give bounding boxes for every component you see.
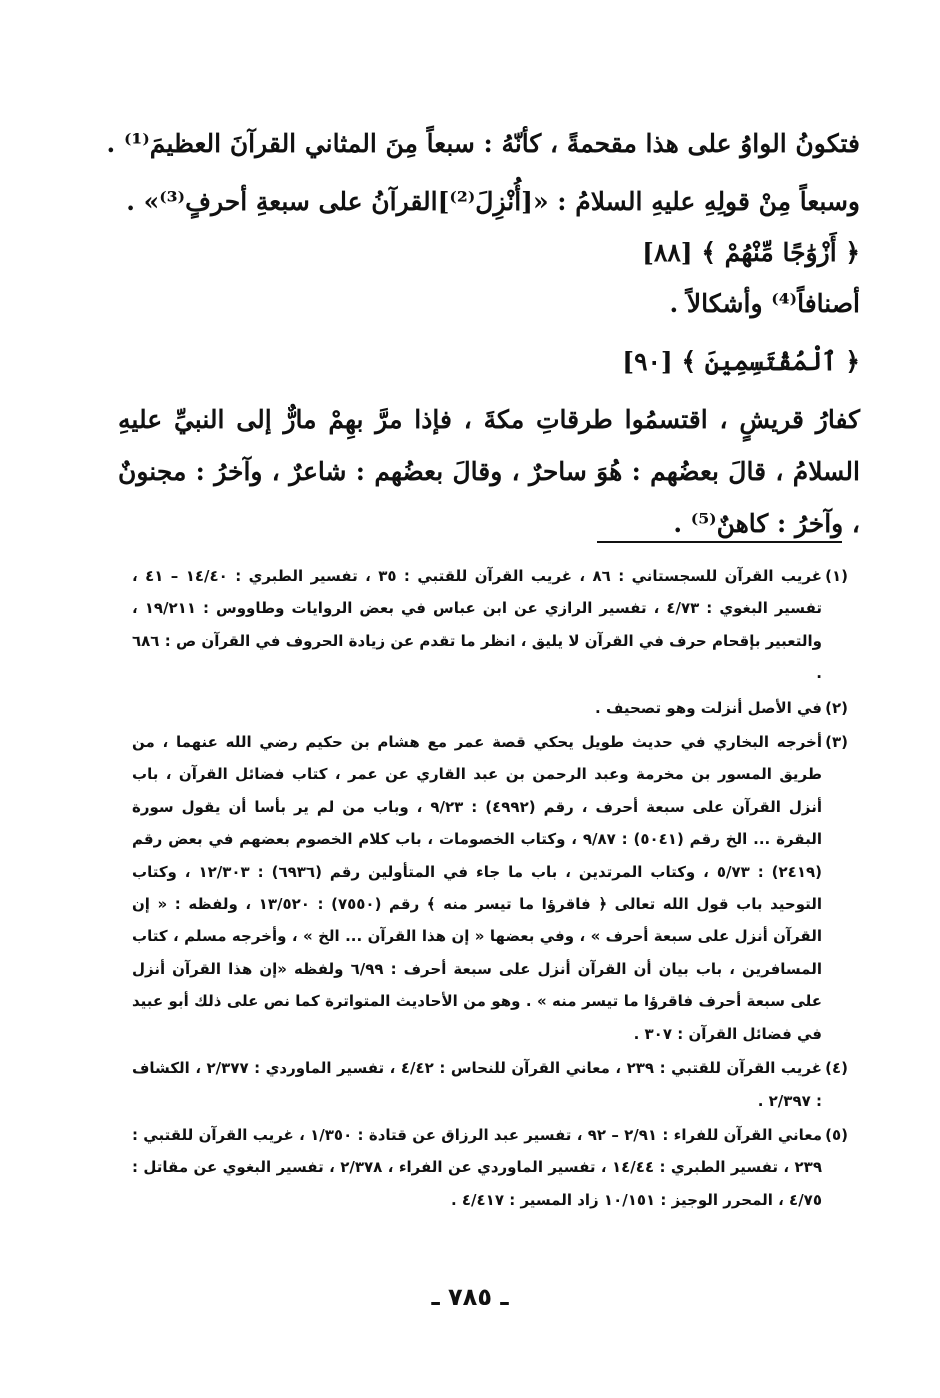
footnote [132,726,848,1050]
footnote-text: غريب القرآن للسجستاني : ٨٦ ، غريب القرآن للقتبي : ٣٥ ، تفسير الطبري : ١٤/٤٠ – ٤١ ، تفسير البغوي : ٤/٧٣ ، تفسير الرازي عن ابن عباس في بعض الروايات وطاووس : ١٩/٢١١ ، والتعبير بإقحام حرف في القرآن لا يليق ، انظر ما تقدم عن زيادة الحروف في القرآن ص : ٦٨٦ . [132,567,823,683]
footnotes [132,560,848,1218]
main-paragraph: كفارُ قريشٍ ، اقتسمُوا طرقاتِ مكةَ ، فإذا مرَّ بهِمْ مارٌّ إلى النبيِّ عليهِ السلامُ ، قالَ بعضُهم : هُوَ ساحرٌ ، وقالَ بعضُهم : شاعرٌ ، وآخرُ : مجنونٌ ، وآخرُ : كاهنٌ⁽⁵⁾ . [118,405,860,538]
footnote [132,1119,848,1216]
page-number: ـ ٧٨٥ ـ [431,1283,509,1311]
main-text [106,118,860,550]
footnote-number: (٢) [825,698,848,717]
footnote [132,692,848,724]
footnote-number: (٣) [825,733,848,752]
main-text-line: وسبعاً مِنْ قولِهِ عليهِ السلامُ : «[أُنْزِلَ⁽²⁾]القرآنُ على سبعةِ أحرفٍ⁽³⁾» . [126,187,860,216]
main-text-line: أصنافاً⁽⁴⁾ وأشكالاً . [669,289,860,318]
footnote-number: (٤) [825,1059,848,1078]
footnote-separator [597,541,842,543]
footnote-text: في الأصل أنزلت وهو تصحيف . [595,698,822,717]
footnote-text: أخرجه البخاري في حديث طويل يحكي قصة عمر مع هشام بن حكيم رضي الله عنهما ، من طريق المسور بن مخرمة وعبد الرحمن بن عبد القاري عن عمر ، كتاب فضائل القرآن ، باب أنزل القرآن على سبعة أحرف ، رقم (٤٩٩٢) : ٩/٢٣ ، وباب من لم ير بأسا أن يقول سورة البقرة ... الخ رقم (٥٠٤١) : ٩/٨٧ ، وكتاب الخصومات ، باب كلام الخصوم بعضهم في بعض رقم (٢٤١٩) : ٥/٧٣ ، وكتاب المرتدين ، باب ما جاء في المتأولين رقم (٦٩٣٦) : ١٢/٣٠٣ ، وكتاب التوحيد باب قول الله تعالى ﴿ فاقرؤا ما تيسر منه ﴾ رقم (٧٥٥٠) : ١٣/٥٢٠ ، ولفظه : « إن القرآن أنزل على سبعة أحرف » ، وفي بعضها « إن هذا القرآن ... الخ » ، وأخرجه مسلم ، كتاب المسافرين ، باب بيان أن القرآن أنزل على سبعة أحرف : ٦/٩٩ ولفظه «إن هذا القرآن أنزل على سبعة أحرف فاقرؤا ما تيسر منه » . وهو من الأحاديث المتواترة كما نص على ذلك أبو عبيد في فضائل القرآن : ٣٠٧ . [132,733,822,1043]
footnote-text: غريب القرآن للقتبي : ٢٣٩ ، معاني القرآن للنحاس : ٤/٤٢ ، تفسير الماوردي : ٢/٣٧٧ ، الكشاف : ٢/٣٩٧ . [132,1059,822,1110]
quran-verse-heading: ﴿ ٱلْمُقْتَسِمِينَ ﴾ [٩٠] [622,347,860,376]
main-text-line: فتكونُ الواوُ على هذا مقحمةً ، كأنّهُ : سبعاً مِنَ المثاني القرآنَ العظيمَ⁽¹⁾ . [106,129,860,158]
footnote-text: معاني القرآن للفراء : ٢/٩١ – ٩٢ ، تفسير عبد الرزاق عن قتادة : ١/٣٥٠ ، غريب القرآن للقتبي : ٢٣٩ ، تفسير الطبري : ١٤/٤٤ ، تفسير الماوردي عن الفراء ، ٢/٣٧٨ ، تفسير البغوي عن مقاتل : ٤/٧٥ ، المحرر الوجيز : ١٠/١٥١ زاد المسير : ٤/٤١٧ . [132,1125,823,1209]
footnote [132,1052,848,1117]
footnote [132,560,848,690]
footnote-number: (١) [825,567,848,585]
footnote-number: (٥) [825,1125,848,1144]
quran-verse-heading: ﴿ أَزْوَٰجًا مِّنْهُمْ ﴾ [٨٨] [642,238,860,267]
